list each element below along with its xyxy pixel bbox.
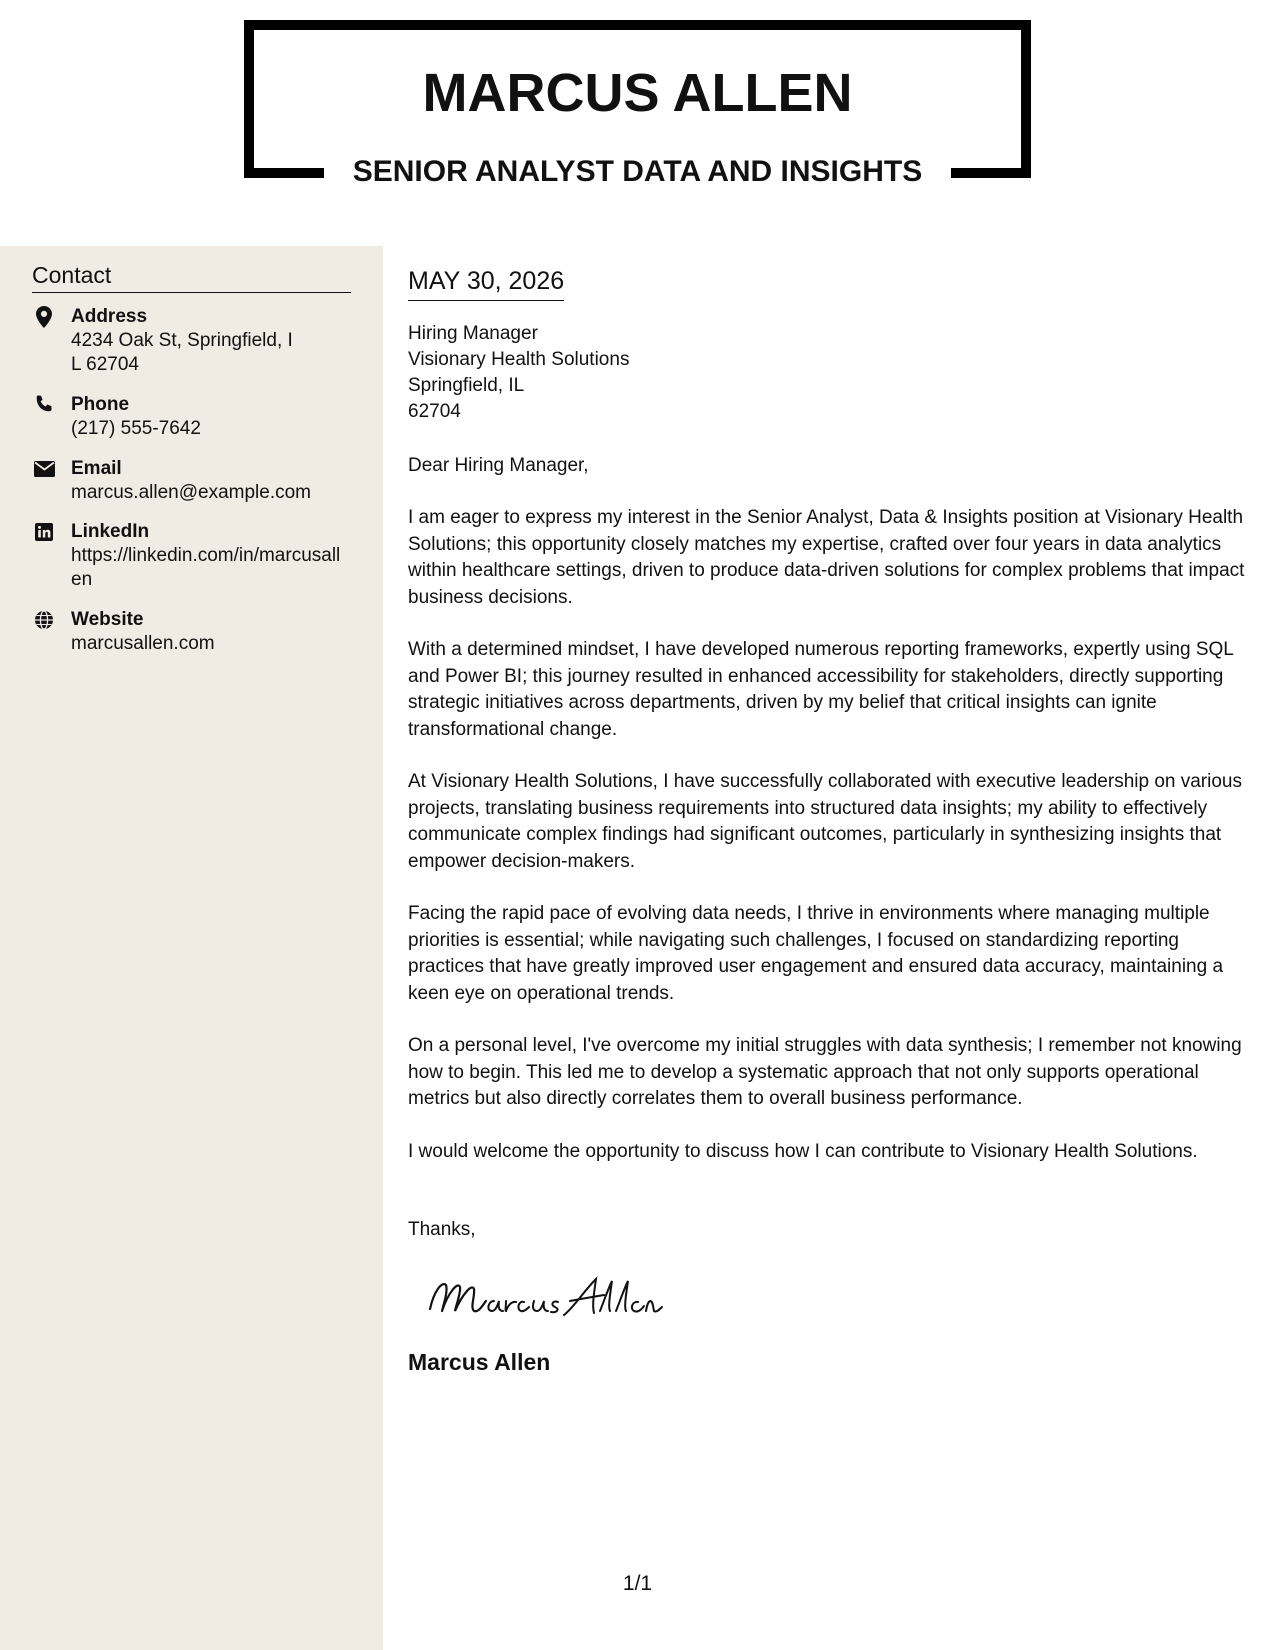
contact-phone: [32, 392, 352, 441]
linkedin-label: LinkedIn: [71, 521, 150, 542]
greeting: Dear Hiring Manager,: [408, 455, 589, 476]
linkedin-icon: [32, 521, 56, 545]
phone-label: Phone: [71, 394, 130, 415]
frame-top-bar: [244, 20, 1031, 30]
recipient-block: [408, 321, 1248, 425]
website-value[interactable]: marcusallen.com: [71, 633, 215, 654]
website-label: Website: [71, 609, 144, 630]
email-value[interactable]: marcus.allen@example.com: [71, 482, 311, 503]
page-number: 1/1: [622, 1572, 653, 1595]
linkedin-value[interactable]: https://linkedin.com/in/marcusallen: [71, 545, 341, 590]
letter-paragraph: Facing the rapid pace of evolving data needs, I thrive in environments where managing multiple priorities is essential; while navigating such challenges, I focused on standardizing reporting practices that have greatly improved user engagement and ensured data accuracy, maintaining a keen eye on operational trends.: [408, 903, 1224, 1004]
applicant-name: MARCUS ALLEN: [422, 63, 853, 123]
address-value: 4234 Oak St, Springfield, IL 62704: [71, 330, 293, 375]
letter-paragraph: I would welcome the opportunity to discuss how I can contribute to Visionary Health Solutions.: [408, 1140, 1198, 1162]
contact-website: [32, 607, 352, 656]
contact-email: [32, 456, 352, 505]
letter-date: MAY 30, 2026: [408, 264, 564, 301]
contact-address: [32, 304, 352, 377]
address-label: Address: [71, 306, 148, 327]
closing: Thanks,: [408, 1219, 476, 1240]
recipient-line: 62704: [408, 401, 461, 422]
signer-name: Marcus Allen: [408, 1349, 551, 1375]
recipient-line: Springfield, IL: [408, 375, 525, 396]
contact-sidebar: [0, 246, 383, 1650]
contact-linkedin: [32, 519, 352, 592]
phone-value: (217) 555-7642: [71, 418, 201, 439]
envelope-icon: [32, 458, 56, 482]
recipient-line: Hiring Manager: [408, 323, 538, 344]
letter-paragraph: I am eager to express my interest in the Senior Analyst, Data & Insights position at Visionary Health Solutions; this opportunity closely matches my expertise, crafted over four years in data analytics within healthcare settings, driven to produce data-driven solutions for complex problems that impact business decisions.: [408, 507, 1245, 608]
letter-paragraph: With a determined mindset, I have developed numerous reporting frameworks, expertly using SQL and Power BI; this journey resulted in enhanced accessibility for stakeholders, directly supporting strategic initiatives across departments, driven by my belief that critical insights can ignite transformational change.: [408, 639, 1234, 740]
map-pin-icon: [32, 306, 56, 330]
job-title: SENIOR ANALYST DATA AND INSIGHTS: [352, 155, 923, 188]
recipient-line: Visionary Health Solutions: [408, 349, 630, 370]
letter-body: [408, 246, 1248, 1377]
letter-paragraph: At Visionary Health Solutions, I have successfully collaborated with executive leadership on various projects, translating business requirements into structured data insights; my ability to effectively communicate complex findings had significant outcomes, particularly in synthesizing insights that empower decision-makers.: [408, 771, 1242, 872]
contact-heading: Contact: [32, 260, 351, 293]
email-label: Email: [71, 458, 122, 479]
phone-icon: [32, 394, 56, 418]
handwritten-signature: [424, 1271, 1248, 1331]
letter-paragraph: On a personal level, I've overcome my initial struggles with data synthesis; I remember not knowing how to begin. This led me to develop a systematic approach that not only supports operational metrics but also directly correlates them to overall business performance.: [408, 1035, 1242, 1109]
globe-icon: [32, 609, 56, 633]
